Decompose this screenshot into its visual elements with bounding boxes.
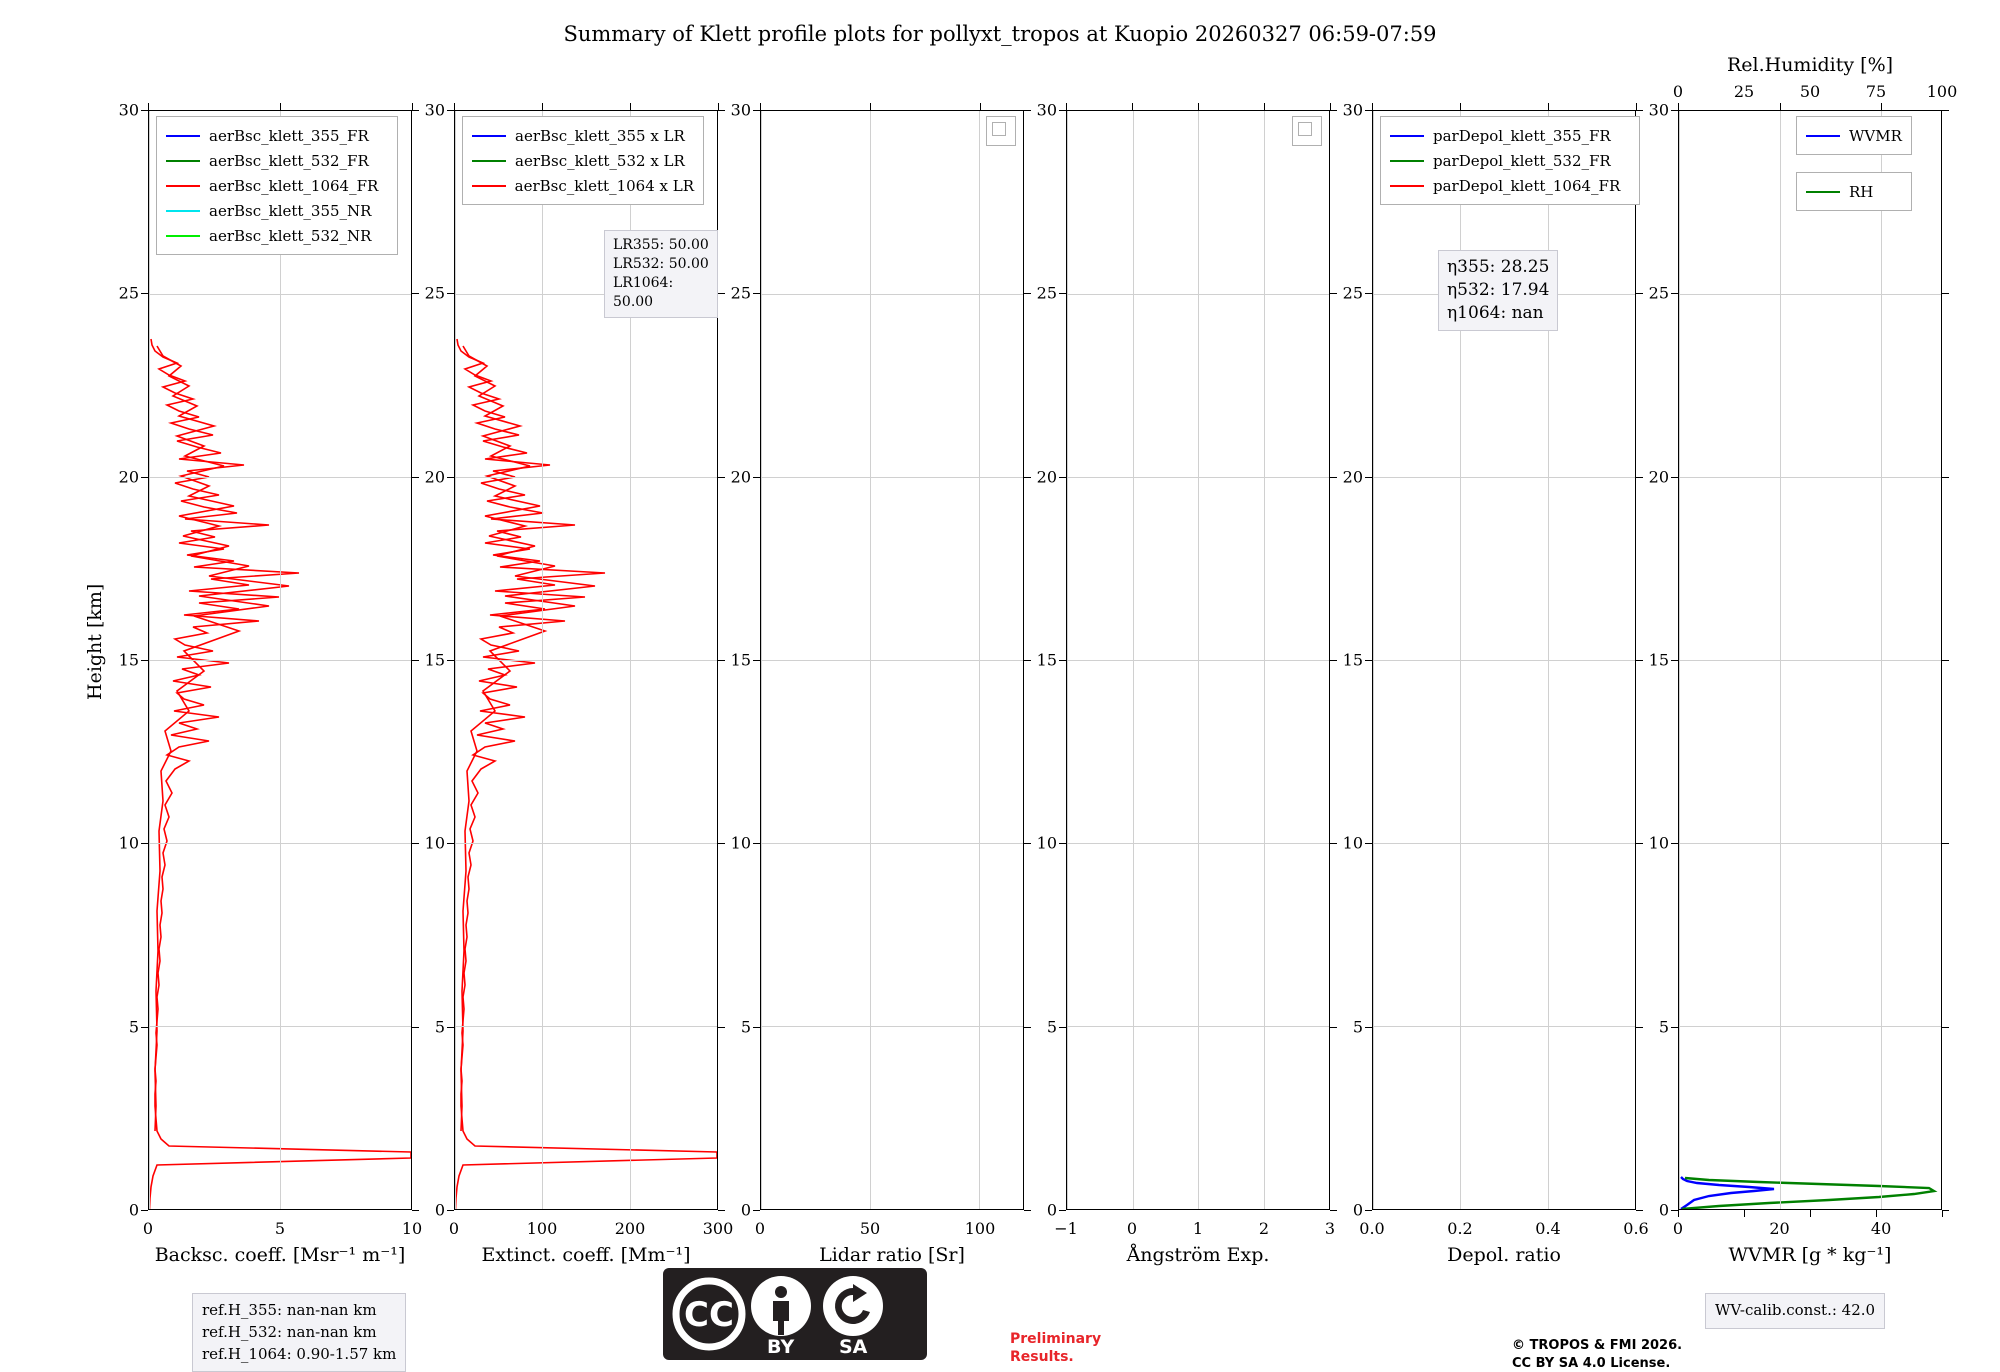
wv-calib-const: WV-calib.const.: 42.0 — [1715, 1301, 1876, 1319]
x-axis-label-lidar-ratio: Lidar ratio [Sr] — [819, 1244, 965, 1266]
xtick: 0 — [1672, 1219, 1684, 1238]
legend-rh — [1796, 172, 1912, 211]
lidar-ratio-info — [604, 230, 718, 318]
empty-legend-swatch — [1298, 122, 1312, 136]
cc-license-logo — [663, 1268, 927, 1360]
toptick: 25 — [1733, 82, 1755, 101]
legend-depol-ratio — [1380, 116, 1640, 205]
panel-extinction: 0 5 10 15 20 25 30 0 100 200 300 Extinct. coeff. [Mm⁻¹] aerBsc_klett_355 x LR aerBsc_klett_532 x LR aerBsc_klett_1064 x LR LR355: 50.00 LR532: 50.00 LR1064: 50.00 — [424, 100, 734, 1266]
xtick: 300 — [702, 1219, 734, 1238]
panel-angstroem: 0 5 10 15 20 25 30 −1 0 1 2 3 Ångström Exp. — [1036, 100, 1336, 1266]
eta-532: η532: 17.94 — [1447, 279, 1550, 300]
legend-label: parDepol_klett_532_FR — [1433, 151, 1611, 170]
ref-h-1064: ref.H_1064: 0.90-1.57 km — [202, 1344, 397, 1363]
legend-line-532nr — [166, 235, 200, 237]
preliminary-line-1: Preliminary — [1010, 1331, 1102, 1347]
toptick: 0 — [1672, 82, 1684, 101]
panel-depol-ratio: 0 5 10 15 20 25 30 0.0 0.2 0.4 0.6 Depol. ratio parDepol_klett_355_FR parDepol_klett_532_FR parDepol_klett_1064_FR η355: 28.25 η532: 17.94 η1064: nan — [1342, 100, 1649, 1266]
legend-label: parDepol_klett_1064_FR — [1433, 176, 1621, 195]
ref-h-355: ref.H_355: nan-nan km — [202, 1301, 377, 1319]
panel-wvmr-rh: 0 5 10 15 20 25 30 0 20 40 WVMR [g * kg⁻¹] Rel.Humidity [%] 0 25 50 75 100 WVMR RH — [1648, 54, 1958, 1266]
legend-label: parDepol_klett_355_FR — [1433, 126, 1611, 145]
legend-angstroem — [1292, 116, 1322, 146]
legend-line-depol532 — [1390, 160, 1424, 162]
panel-lidar-ratio: 0 5 10 15 20 25 30 0 50 100 Lidar ratio [Sr] — [760, 110, 1024, 1210]
eta-355: η355: 28.25 — [1447, 257, 1550, 277]
legend-label: aerBsc_klett_355 x LR — [515, 126, 685, 145]
legend-lidar-ratio — [986, 116, 1016, 146]
xtick: 5 — [274, 1219, 286, 1238]
plot-area-lidar-ratio — [760, 110, 1024, 1210]
legend-line-355fr — [166, 135, 200, 137]
legend-line-1064fr — [166, 185, 200, 187]
xtick: 0 — [448, 1219, 460, 1238]
xtick: 0.6 — [1623, 1219, 1649, 1238]
xtick: 0 — [1126, 1219, 1138, 1238]
xtick: 50 — [859, 1219, 881, 1238]
legend-label: RH — [1849, 182, 1874, 201]
y-axis-label: Height [km] — [84, 583, 106, 700]
legend-label: aerBsc_klett_532_FR — [209, 151, 369, 170]
legend-wvmr — [1796, 116, 1912, 155]
xtick: 0 — [142, 1219, 154, 1238]
xtick: 2 — [1258, 1219, 1270, 1238]
x-axis-label-depol-ratio: Depol. ratio — [1447, 1244, 1561, 1266]
legend-line-depol1064 — [1390, 185, 1424, 187]
copyright-line-1: © TROPOS & FMI 2026. — [1512, 1338, 1683, 1353]
xtick: 0.4 — [1535, 1219, 1561, 1238]
toptick: 50 — [1799, 82, 1821, 101]
xtick: 200 — [614, 1219, 646, 1238]
legend-label: aerBsc_klett_355_FR — [209, 126, 369, 145]
empty-legend-swatch — [992, 122, 1006, 136]
xtick: 0.0 — [1359, 1219, 1385, 1238]
reference-heights-box — [192, 1293, 406, 1372]
panel-backscatter: 0 5 10 15 20 25 30 0 5 10 Backsc. coeff. [Msr⁻¹ m⁻¹] aerBsc_klett_355_FR aerBsc_klett_532_FR aerBsc_klett_1064_FR aerBsc_klett_355_NR aerBsc_klett_532_NR — [118, 100, 423, 1266]
legend-label: aerBsc_klett_355_NR — [209, 201, 372, 220]
copyright-line-2: CC BY SA 4.0 License. — [1512, 1355, 1671, 1371]
legend-line-355lr — [472, 135, 506, 137]
legend-label: aerBsc_klett_1064_FR — [209, 176, 379, 195]
preliminary-line-2: Results. — [1010, 1349, 1074, 1366]
legend-backscatter — [156, 116, 398, 255]
cc-logo-text: CC — [684, 1295, 734, 1335]
legend-label: aerBsc_klett_532 x LR — [515, 151, 685, 170]
cc-sa-label: SA — [839, 1336, 868, 1358]
x-axis-label-wvmr: WVMR [g * kg⁻¹] — [1728, 1244, 1892, 1266]
toptick: 75 — [1865, 82, 1887, 101]
x-axis-label-extinction: Extinct. coeff. [Mm⁻¹] — [481, 1244, 691, 1266]
legend-line-532fr — [166, 160, 200, 162]
top-axis-label-rh: Rel.Humidity [%] — [1726, 54, 1894, 76]
xtick: 0 — [754, 1219, 766, 1238]
x-axis-label-angstroem: Ångström Exp. — [1126, 1244, 1270, 1266]
legend-label: aerBsc_klett_1064 x LR — [514, 176, 694, 195]
legend-line-1064lr — [472, 185, 506, 187]
xtick: −1 — [1054, 1219, 1078, 1238]
legend-line-depol355 — [1390, 135, 1424, 137]
xtick: 1 — [1192, 1219, 1204, 1238]
xtick: 3 — [1324, 1219, 1336, 1238]
eta-info — [1438, 250, 1558, 331]
wv-calib-box — [1705, 1293, 1885, 1329]
legend-line-rh — [1806, 191, 1840, 193]
lr-1064: LR1064: 50.00 — [613, 274, 674, 310]
legend-line-532lr — [472, 160, 506, 162]
legend-line-355nr — [166, 210, 200, 212]
legend-extinction — [462, 116, 704, 205]
preliminary-results-note — [1010, 1330, 1101, 1366]
ref-h-532: ref.H_532: nan-nan km — [202, 1322, 377, 1341]
legend-label: WVMR — [1849, 126, 1902, 145]
toptick: 100 — [1926, 82, 1958, 101]
xtick: 0.2 — [1447, 1219, 1473, 1238]
xtick: 100 — [526, 1219, 558, 1238]
cc-by-label: BY — [767, 1336, 795, 1358]
xtick: 20 — [1769, 1219, 1790, 1238]
x-axis-label-backscatter: Backsc. coeff. [Msr⁻¹ m⁻¹] — [154, 1244, 406, 1266]
xtick: 100 — [964, 1219, 996, 1238]
eta-1064: η1064: nan — [1447, 302, 1544, 323]
legend-line-wvmr — [1806, 135, 1840, 137]
lr-355: LR355: 50.00 — [613, 237, 709, 253]
page-title: Summary of Klett profile plots for pollyxt_tropos at Kuopio 20260327 06:59-07:59 — [563, 22, 1437, 46]
legend-label: aerBsc_klett_532_NR — [209, 226, 372, 245]
xtick: 10 — [401, 1219, 423, 1238]
xtick: 40 — [1870, 1219, 1892, 1238]
lr-532: LR532: 50.00 — [613, 255, 709, 272]
copyright-note — [1512, 1337, 1682, 1372]
